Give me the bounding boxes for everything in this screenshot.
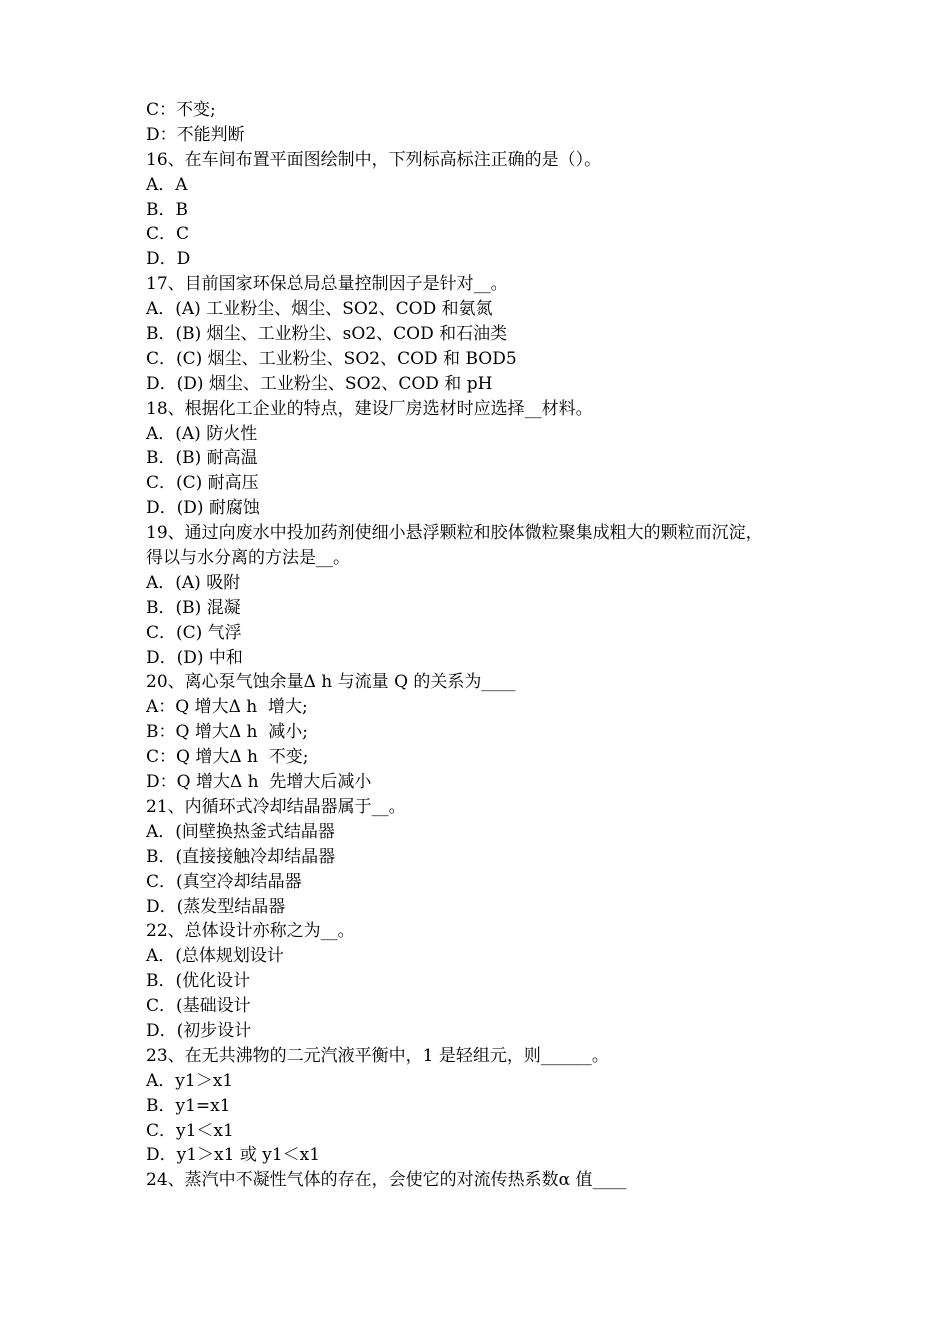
- option-line: C：Q 增大Δ h 不变;: [146, 747, 309, 768]
- text-line: D：不能判断: [146, 124, 245, 145]
- option-line: B．(B) 混凝: [146, 597, 241, 618]
- option-line: A．(A) 吸附: [146, 572, 241, 593]
- option-line: B：Q 增大Δ h 减小;: [146, 722, 308, 743]
- option-line: A．(A) 工业粉尘、烟尘、SO2、COD 和氨氮: [146, 299, 493, 320]
- option-line: B．(B) 耐高温: [146, 448, 258, 469]
- option-line: D．D: [146, 249, 191, 270]
- option-line: A：Q 增大Δ h 增大;: [146, 697, 308, 718]
- question-23: 23、在无共沸物的二元汽液平衡中，1 是轻组元，则______。: [146, 1045, 609, 1066]
- option-line: B．y1=x1: [146, 1095, 231, 1116]
- question-20: 20、离心泵气蚀余量Δ h 与流量 Q 的关系为____: [146, 672, 516, 693]
- option-line: D．(D) 耐腐蚀: [146, 498, 260, 519]
- option-line: B．B: [146, 199, 188, 220]
- question-24: 24、蒸汽中不凝性气体的存在，会使它的对流传热系数α 值____: [146, 1170, 627, 1191]
- document-page: [146, 98, 846, 1193]
- question-16: 16、在车间布置平面图绘制中，下列标高标注正确的是（）。: [146, 149, 602, 170]
- option-line: B．(B) 烟尘、工业粉尘、sO2、COD 和石油类: [146, 324, 508, 345]
- option-line: C．(C) 气浮: [146, 622, 242, 643]
- option-line: D．(蒸发型结晶器: [146, 896, 286, 917]
- option-line: A．(间壁换热釜式结晶器: [146, 821, 335, 842]
- question-21: 21、内循环式冷却结晶器属于__。: [146, 796, 406, 817]
- question-19: 19、通过向废水中投加药剂使细小悬浮颗粒和胶体微粒聚集成粗大的颗粒而沉淀，: [146, 523, 763, 544]
- option-line: C．C: [146, 224, 190, 245]
- option-line: D．(D) 烟尘、工业粉尘、SO2、COD 和 pH: [146, 373, 493, 394]
- option-line: C．(真空冷却结晶器: [146, 871, 302, 892]
- option-line: B．(优化设计: [146, 971, 251, 992]
- question-22: 22、总体设计亦称之为__。: [146, 921, 355, 942]
- option-line: D：Q 增大Δ h 先增大后减小: [146, 772, 372, 793]
- question-18: 18、根据化工企业的特点，建设厂房选材时应选择__材料。: [146, 398, 593, 419]
- option-line: A．A: [146, 174, 188, 195]
- option-line: C．(基础设计: [146, 996, 251, 1017]
- option-line: D．(初步设计: [146, 1020, 252, 1041]
- option-line: A．(A) 防火性: [146, 423, 258, 444]
- option-line: D．y1＞x1 或 y1＜x1: [146, 1145, 321, 1166]
- question-17: 17、目前国家环保总局总量控制因子是针对__。: [146, 274, 508, 295]
- option-line: C．(C) 烟尘、工业粉尘、SO2、COD 和 BOD5: [146, 348, 517, 369]
- option-line: C．(C) 耐高压: [146, 473, 259, 494]
- option-line: A．y1＞x1: [146, 1070, 234, 1091]
- option-line: C．y1＜x1: [146, 1120, 234, 1141]
- option-line: D．(D) 中和: [146, 647, 243, 668]
- text-line: C：不变;: [146, 100, 216, 120]
- option-line: B．(直接接触冷却结晶器: [146, 846, 336, 867]
- option-line: A．(总体规划设计: [146, 946, 284, 967]
- question-19-continued: 得以与水分离的方法是__。: [146, 548, 350, 569]
